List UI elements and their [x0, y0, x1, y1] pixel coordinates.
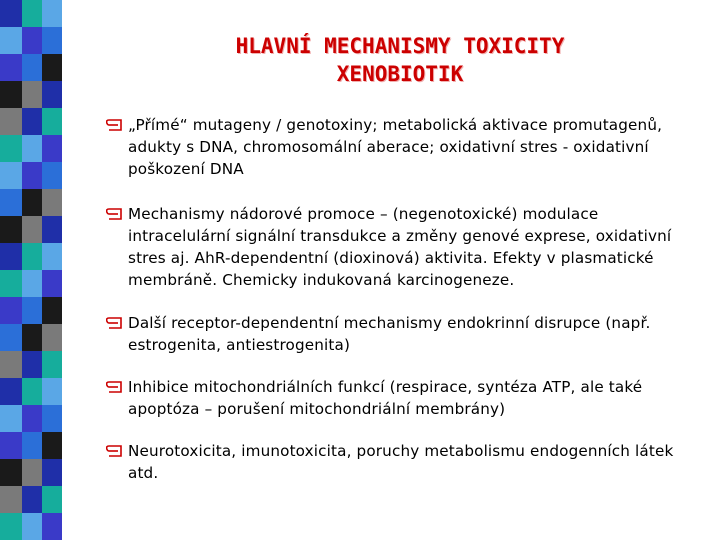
stripe-block: [0, 297, 62, 324]
bullet-4: [106, 376, 681, 420]
envelope-icon: [106, 444, 122, 458]
stripe-block: [0, 162, 62, 189]
stripe-block: [0, 459, 62, 486]
bullet-5-text: Neurotoxicita, imunotoxicita, poruchy metabolismu endogenních látek atd.: [128, 442, 674, 482]
slide-title: [150, 32, 650, 88]
stripe-block: [0, 0, 62, 27]
bullet-5: [106, 440, 681, 484]
stripe-block: [0, 405, 62, 432]
stripe-block: [0, 81, 62, 108]
title-line-2: XENOBIOTIK: [336, 62, 464, 86]
stripe-block: [0, 513, 62, 540]
stripe-block: [0, 486, 62, 513]
envelope-icon: [106, 316, 122, 330]
envelope-icon: [106, 118, 122, 132]
stripe-block: [0, 351, 62, 378]
bullet-1: [106, 114, 681, 180]
stripe-block: [0, 108, 62, 135]
stripe-block: [0, 324, 62, 351]
bullet-3: [106, 312, 681, 356]
stripe-block: [0, 54, 62, 81]
stripe-block: [0, 27, 62, 54]
stripe-block: [0, 432, 62, 459]
bullet-1-text: „Přímé“ mutageny / genotoxiny; metabolická aktivace promutagenů, adukty s DNA, chromosomální aberace; oxidativní stres - oxidativní poškození DNA: [128, 116, 663, 178]
stripe-block: [0, 270, 62, 297]
stripe-block: [0, 216, 62, 243]
stripe-block: [0, 189, 62, 216]
bullet-4-text: Inhibice mitochondriálních funkcí (respirace, syntéza ATP, ale také apoptóza – porušení mitochondriální membrány): [128, 378, 643, 418]
bullet-2: [106, 203, 681, 291]
stripe-block: [0, 135, 62, 162]
envelope-icon: [106, 380, 122, 394]
bullet-3-text: Další receptor-dependentní mechanismy endokrinní disrupce (např. estrogenita, antiestrogenita): [128, 314, 651, 354]
decorative-stripe: [0, 0, 62, 540]
title-line-1: HLAVNÍ MECHANISMY TOXICITY: [235, 34, 565, 58]
stripe-block: [0, 243, 62, 270]
envelope-icon: [106, 207, 122, 221]
bullet-2-text: Mechanismy nádorové promoce – (negenotoxické) modulace intracelulární signální transdukce a změny genové exprese, oxidativní stres aj. AhR-dependentní (dioxinová) aktivita. Efekty v plasmatické membráně. Chemicky indukovaná karcinogeneze.: [128, 205, 672, 289]
stripe-block: [0, 378, 62, 405]
